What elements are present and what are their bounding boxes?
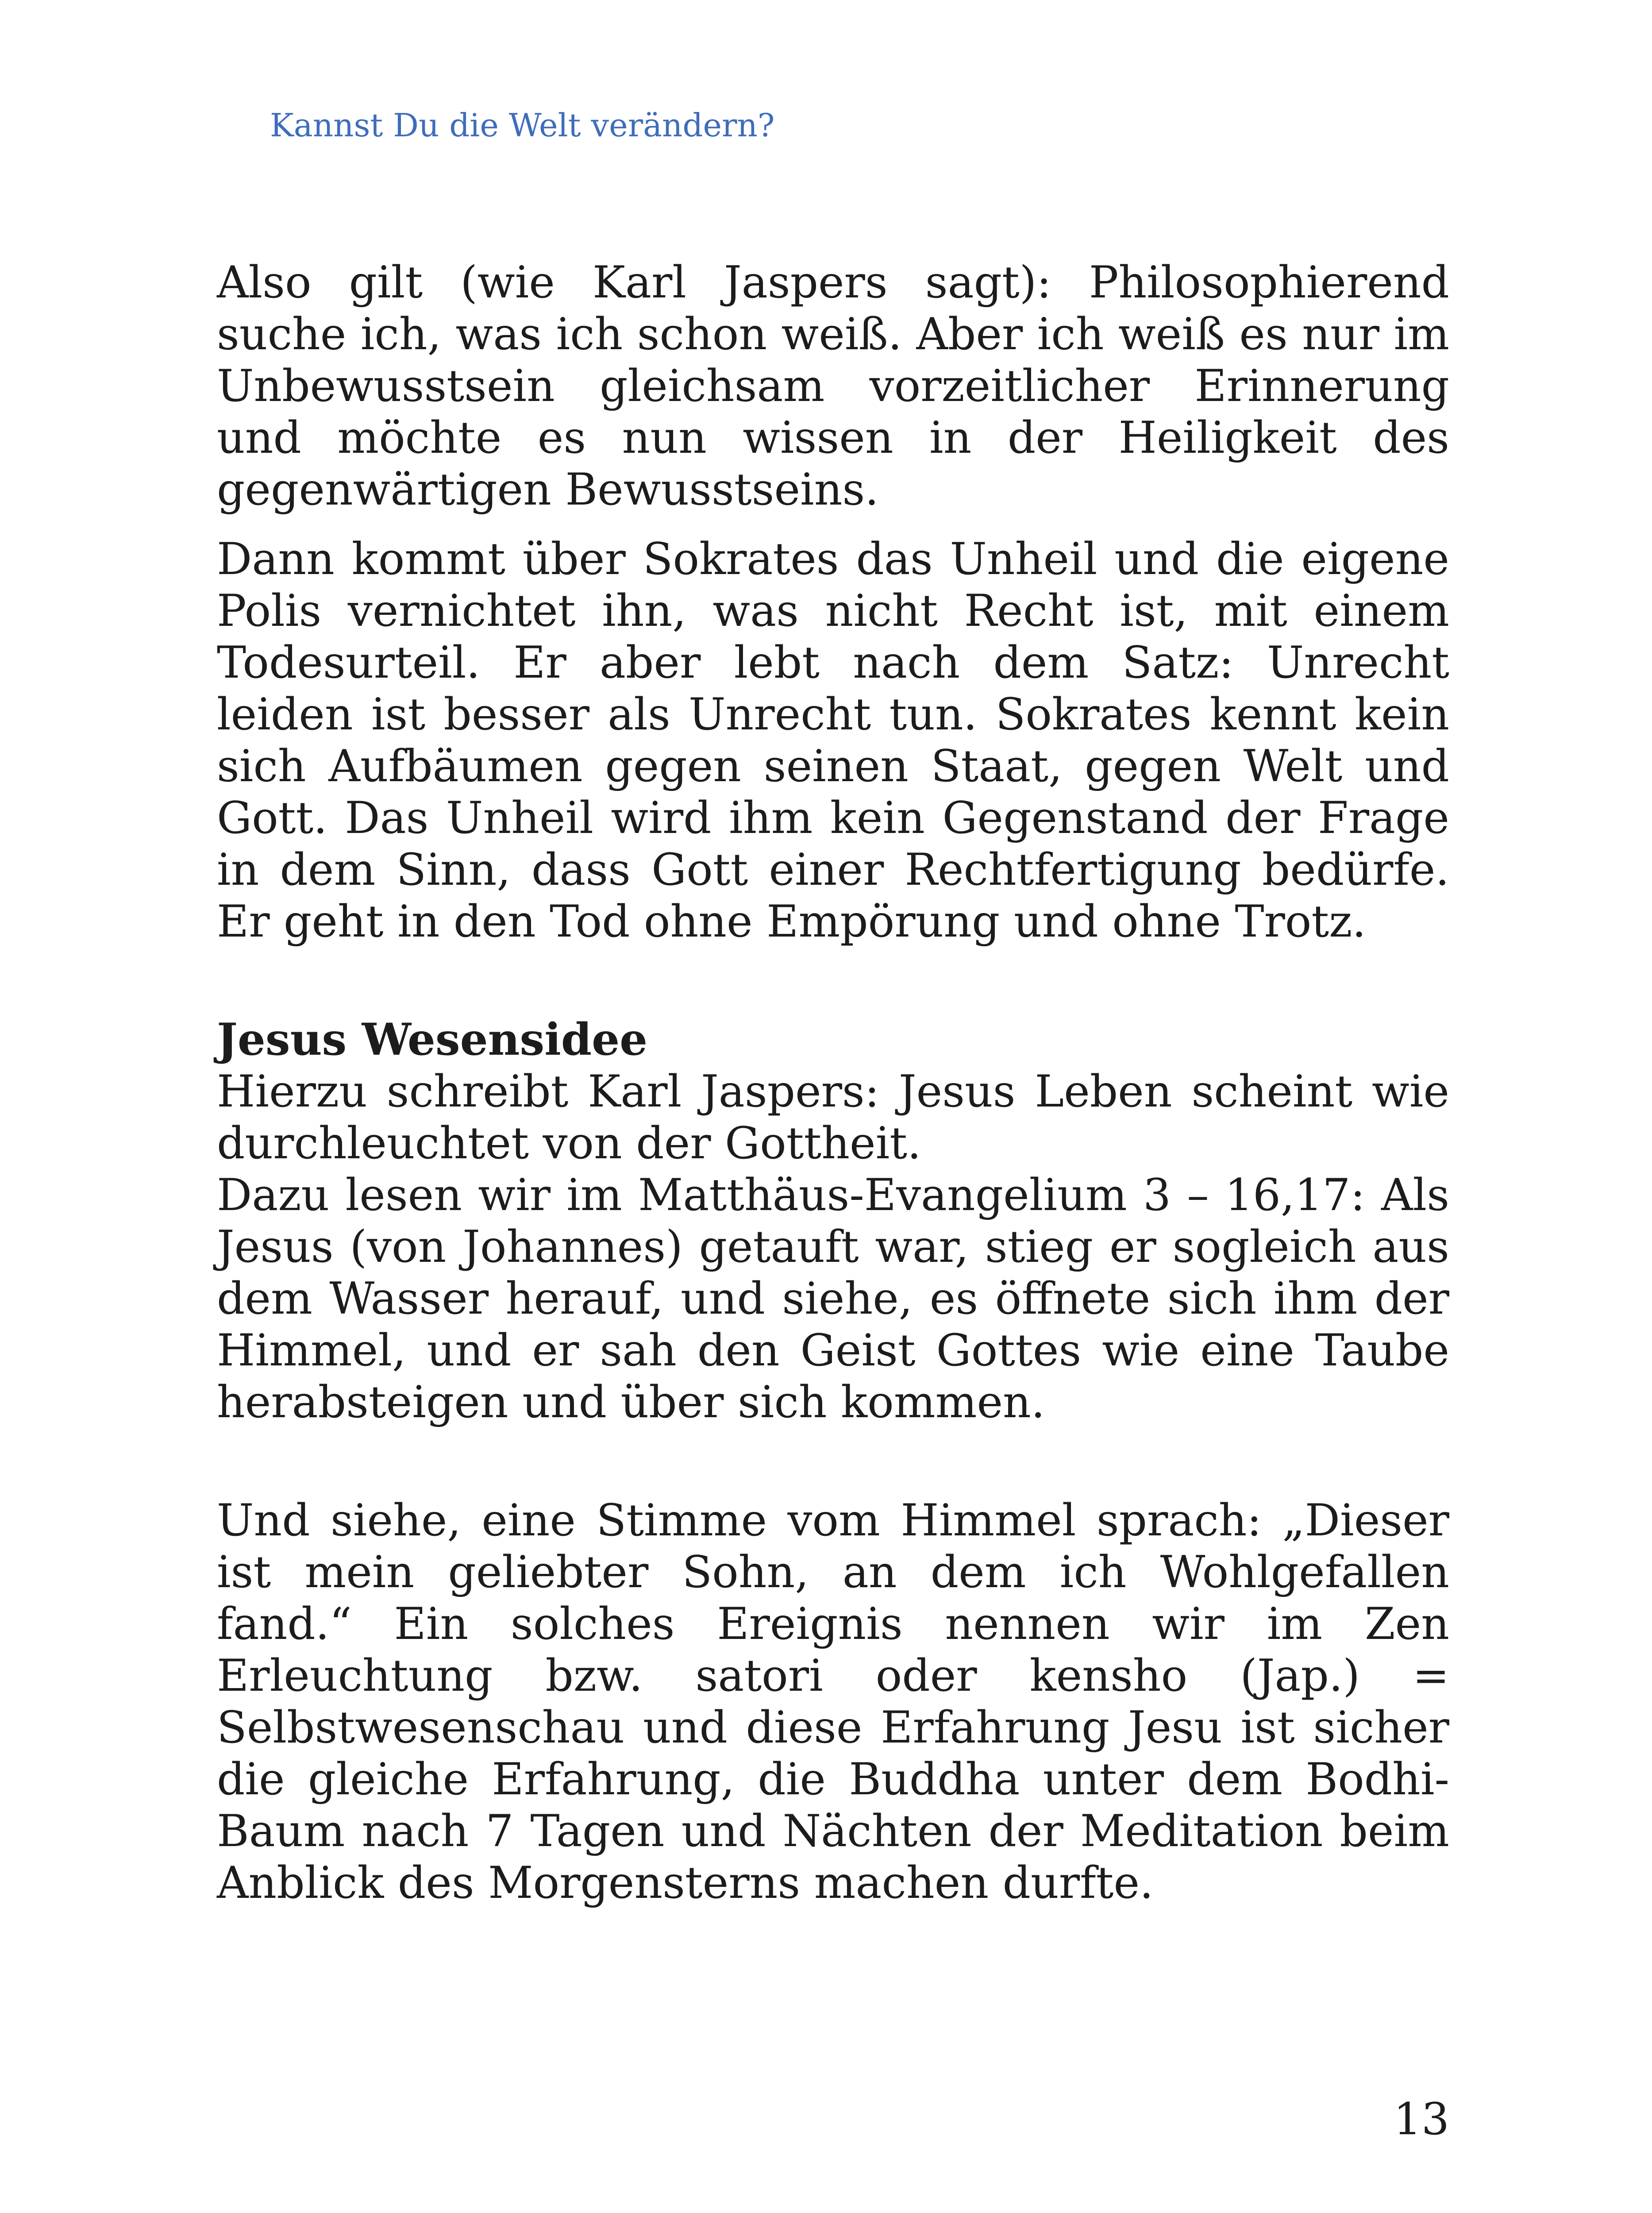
paragraph-jaspers-quote: Also gilt (wie Karl Jaspers sagt): Philosophierend suche ich, was ich schon weiß. Aber ich weiß es nur im Unbewusstsein gleichsam vorzeitlicher Erinnerung und möchte es nun wissen in der Heiligkeit des gegenwärtigen Bewusstseins. [217, 257, 1449, 515]
section-heading: Jesus Wesensidee [217, 1014, 648, 1065]
paragraph-sokrates: Dann kommt über Sokrates das Unheil und die eigene Polis vernichtet ihn, was nicht Recht ist, mit einem Todesurteil. Er aber lebt nach dem Satz: Unrecht leiden ist besser als Unrecht tun. Sokrates kennt kein sich Aufbäumen gegen seinen Staat, gegen Welt und Gott. Das Unheil wird ihm kein Gegenstand der Frage in dem Sinn, dass Gott einer Rechtfertigung bedürfe. Er geht in den Tod ohne Empörung und ohne Trotz. [217, 534, 1449, 947]
paragraph-stimme-vom-himmel: Und siehe, eine Stimme vom Himmel sprach: „Dieser ist mein geliebter Sohn, an dem ich Wohlgefallen fand.“ Ein solches Ereignis nennen wir im Zen Erleuchtung bzw. satori oder kensho (Jap.) = Selbstwesenschau und diese Erfahrung Jesu ist sicher die gleiche Erfahrung, die Buddha unter dem Bodhi-Baum nach 7 Tagen und Nächten der Meditation beim Anblick des Morgensterns machen durfte. [217, 1495, 1449, 1908]
paragraph-matthaeus: Dazu lesen wir im Matthäus-Evangelium 3 – 16,17: Als Jesus (von Johannes) getauft war, stieg er sogleich aus dem Wasser herauf, und siehe, es öffnete sich ihm der Himmel, und er sah den Geist Gottes wie eine Taube herabsteigen und über sich kommen. [217, 1170, 1449, 1428]
page-number: 13 [1394, 2094, 1449, 2145]
paragraph-jesus-leben: Hierzu schreibt Karl Jaspers: Jesus Leben scheint wie durchleuchtet von der Gottheit. [217, 1066, 1449, 1169]
running-title: Kannst Du die Welt verändern? [270, 107, 775, 144]
main-text [217, 257, 1449, 1909]
